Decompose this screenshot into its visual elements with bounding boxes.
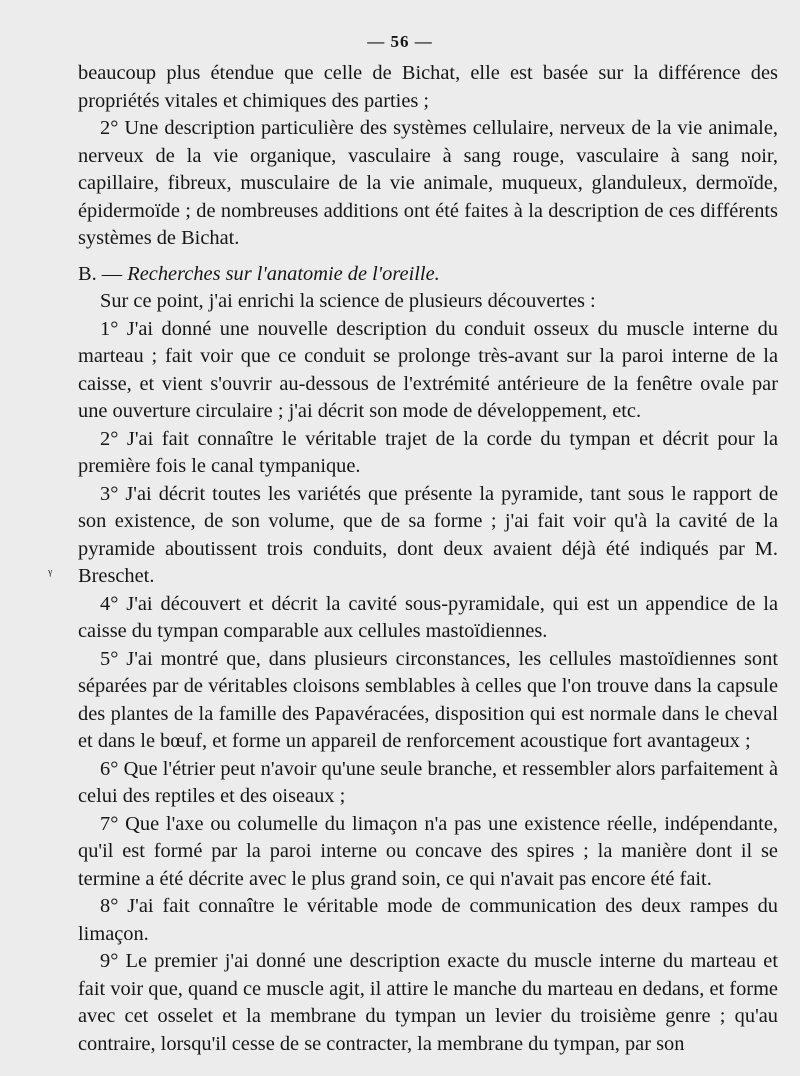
paragraph: 4° J'ai découvert et décrit la cavité sous-pyramidale, qui est un appendice de la caisse du tympan comparable aux cellules mastoïdiennes. (78, 592, 778, 642)
paragraph: 1° J'ai donné une nouvelle description du conduit osseux du muscle interne du marteau ; fait voir que ce conduit se prolonge très-avant sur la paroi interne de la caisse, et vient s'ouvrir au-dessous de l'extrémité antérieure de la fenêtre ovale par une ouverture circulaire ; j'ai décrit son mode de développement, etc. (78, 317, 778, 422)
body-text (78, 60, 778, 1058)
page-number: — 56 — (367, 32, 433, 51)
section-heading (78, 261, 778, 289)
paragraph: 7° Que l'axe ou columelle du limaçon n'a pas une existence réelle, indépendante, qu'il est formé par la paroi interne ou concave des spires ; la manière dont il se termine a été décrite avec le plus grand soin, ce qui n'avait pas encore été fait. (78, 812, 778, 890)
paragraph: 3° J'ai décrit toutes les variétés que présente la pyramide, tant sous le rapport de son existence, de son volume, que de sa forme ; j'ai fait voir qu'à la cavité de la pyramide aboutissent trois conduits, dont deux avaient déjà été indiqués par M. Breschet. (78, 482, 778, 587)
section-letter: B. — (78, 262, 128, 285)
paragraph: 2° Une description particulière des systèmes cellulaire, nerveux de la vie animale, nerveux de la vie organique, vasculaire à sang rouge, vasculaire à sang noir, capillaire, fibreux, musculaire de la vie animale, muqueux, glanduleux, dermoïde, épidermoïde ; de nombreuses additions ont été faites à la description de ces différents systèmes de Bichat. (78, 117, 778, 249)
margin-annotation: ᵞ (48, 566, 53, 583)
paragraph: Sur ce point, j'ai enrichi la science de plusieurs découvertes : (100, 290, 596, 312)
paragraph: 9° Le premier j'ai donné une description exacte du muscle interne du marteau et fait voir que, quand ce muscle agit, il attire le manche du marteau en dedans, et forme avec cet osselet et la membrane du tympan un levier du troisième genre ; qu'au contraire, lorsqu'il cesse de se contracter, la membrane du tympan, par son (78, 950, 778, 1055)
paragraph: 2° J'ai fait connaître le véritable trajet de la corde du tympan et décrit pour la première fois le canal tympanique. (78, 427, 778, 477)
section-title: Recherches sur l'anatomie de l'oreille. (127, 262, 440, 285)
paragraph: 8° J'ai fait connaître le véritable mode de communication des deux rampes du limaçon. (78, 895, 778, 945)
paragraph: 5° J'ai montré que, dans plusieurs circonstances, les cellules mastoïdiennes sont séparées par de véritables cloisons semblables à celles que l'on trouve dans la capsule des plantes de la famille des Papavéracées, disposition qui est normale dans le cheval et dans le bœuf, et forme un appareil de renforcement acoustique fort avantageux ; (78, 647, 778, 752)
paragraph: 6° Que l'étrier peut n'avoir qu'une seule branche, et ressembler alors parfaitement à celui des reptiles et des oiseaux ; (78, 757, 778, 807)
paragraph: beaucoup plus étendue que celle de Bichat, elle est basée sur la différence des propriétés vitales et chimiques des parties ; (78, 62, 778, 112)
